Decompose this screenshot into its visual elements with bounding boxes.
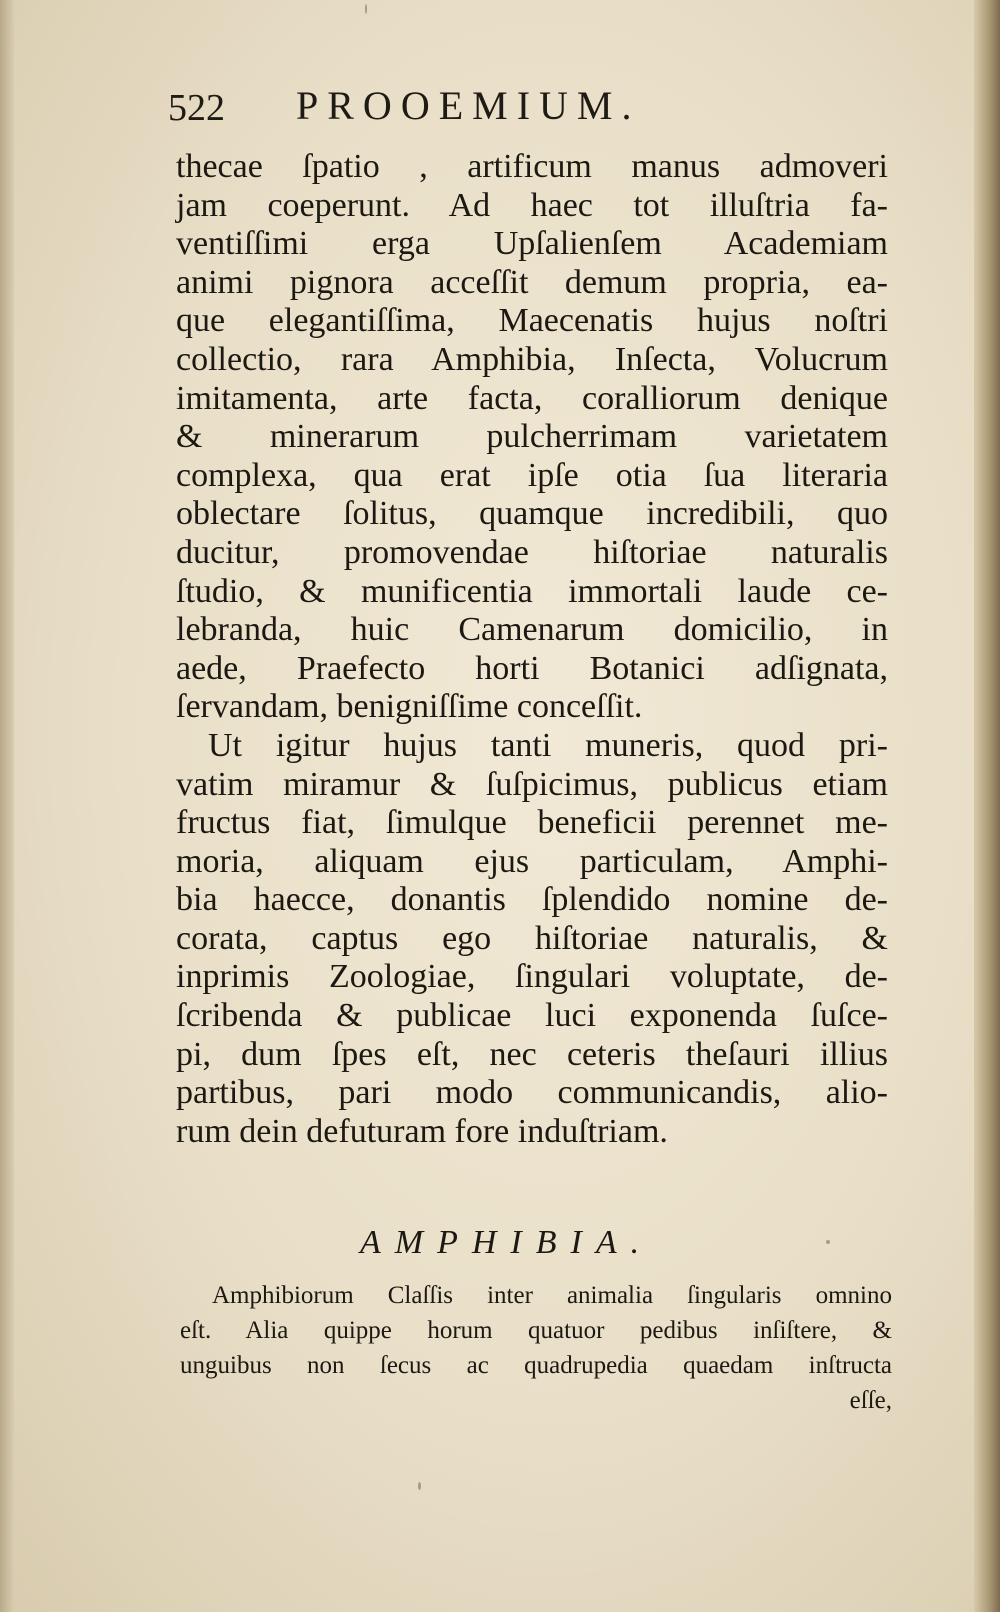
text-line: ſtudio, & munificentia immortali laude ce- <box>176 572 888 610</box>
main-text-block <box>176 148 888 1151</box>
text-line: corata, captus ego hiſtoriae naturalis, & <box>176 919 888 957</box>
text-line: inprimis Zoologiae, ſingulari voluptate, de- <box>176 958 888 996</box>
text-line: collectio, rara Amphibia, Inſecta, Volucrum <box>176 340 888 378</box>
text-line: oblectare ſolitus, quamque incredibili, quo <box>176 495 888 533</box>
text-line: pi, dum ſpes eſt, nec ceteris theſauri illius <box>176 1035 888 1073</box>
running-title: PROOEMIUM. <box>296 83 641 128</box>
section-text-block <box>180 1278 892 1418</box>
page-number: 522 <box>168 87 225 129</box>
text-line: ſcribenda & publicae luci exponenda ſuſce- <box>176 997 888 1035</box>
paper-fleck <box>365 4 367 14</box>
text-line: vatim miramur & ſuſpicimus, publicus etiam <box>176 765 888 803</box>
section-text-line: eſt. Alia quippe horum quatuor pedibus inſiſtere, & <box>180 1317 892 1344</box>
catchword: eſſe, <box>849 1387 892 1414</box>
text-line: que elegantiſſima, Maecenatis hujus noſtri <box>176 302 888 340</box>
page-gutter-edge <box>0 0 14 1612</box>
text-line: aede, Praefecto horti Botanici adſignata, <box>176 649 888 687</box>
paragraph-first-line: Ut igitur hujus tanti muneris, quod pri- <box>208 726 888 764</box>
text-line: thecae ſpatio , artificum manus admoveri <box>176 148 888 185</box>
text-line: ventiſſimi erga Upſalienſem Academiam <box>176 225 888 263</box>
text-line: & minerarum pulcherrimam varietatem <box>176 418 888 456</box>
text-line: lebranda, huic Camenarum domicilio, in <box>176 611 888 649</box>
text-line: imitamenta, arte facta, coralliorum denique <box>176 379 888 417</box>
text-line: animi pignora acceſſit demum propria, ea- <box>176 263 888 301</box>
paper-fleck <box>826 1240 830 1244</box>
text-line: jam coeperunt. Ad haec tot illuſtria fa- <box>176 186 888 224</box>
page-fore-edge <box>974 0 1000 1612</box>
section-heading: AMPHIBIA. <box>360 1224 654 1261</box>
text-line: bia haecce, donantis ſplendido nomine de- <box>176 881 888 919</box>
text-line: complexa, qua erat ipſe otia ſua literaria <box>176 456 888 494</box>
text-line: rum dein defuturam fore induſtriam. <box>176 1112 668 1150</box>
page-header <box>168 78 748 134</box>
section-text-line: Amphibiorum Claſſis inter animalia ſingularis omnino <box>212 1282 892 1309</box>
section-text-line: unguibus non ſecus ac quadrupedia quaedam inſtructa <box>180 1352 892 1379</box>
text-line: fructus fiat, ſimulque beneficii perennet me- <box>176 804 888 842</box>
text-line: partibus, pari modo communicandis, alio- <box>176 1074 888 1112</box>
text-line: ſervandam, benigniſſime conceſſit. <box>176 688 643 726</box>
text-line: ducitur, promovendae hiſtoriae naturalis <box>176 533 888 571</box>
paper-fleck <box>418 1482 421 1490</box>
text-line: moria, aliquam ejus particulam, Amphi- <box>176 842 888 880</box>
